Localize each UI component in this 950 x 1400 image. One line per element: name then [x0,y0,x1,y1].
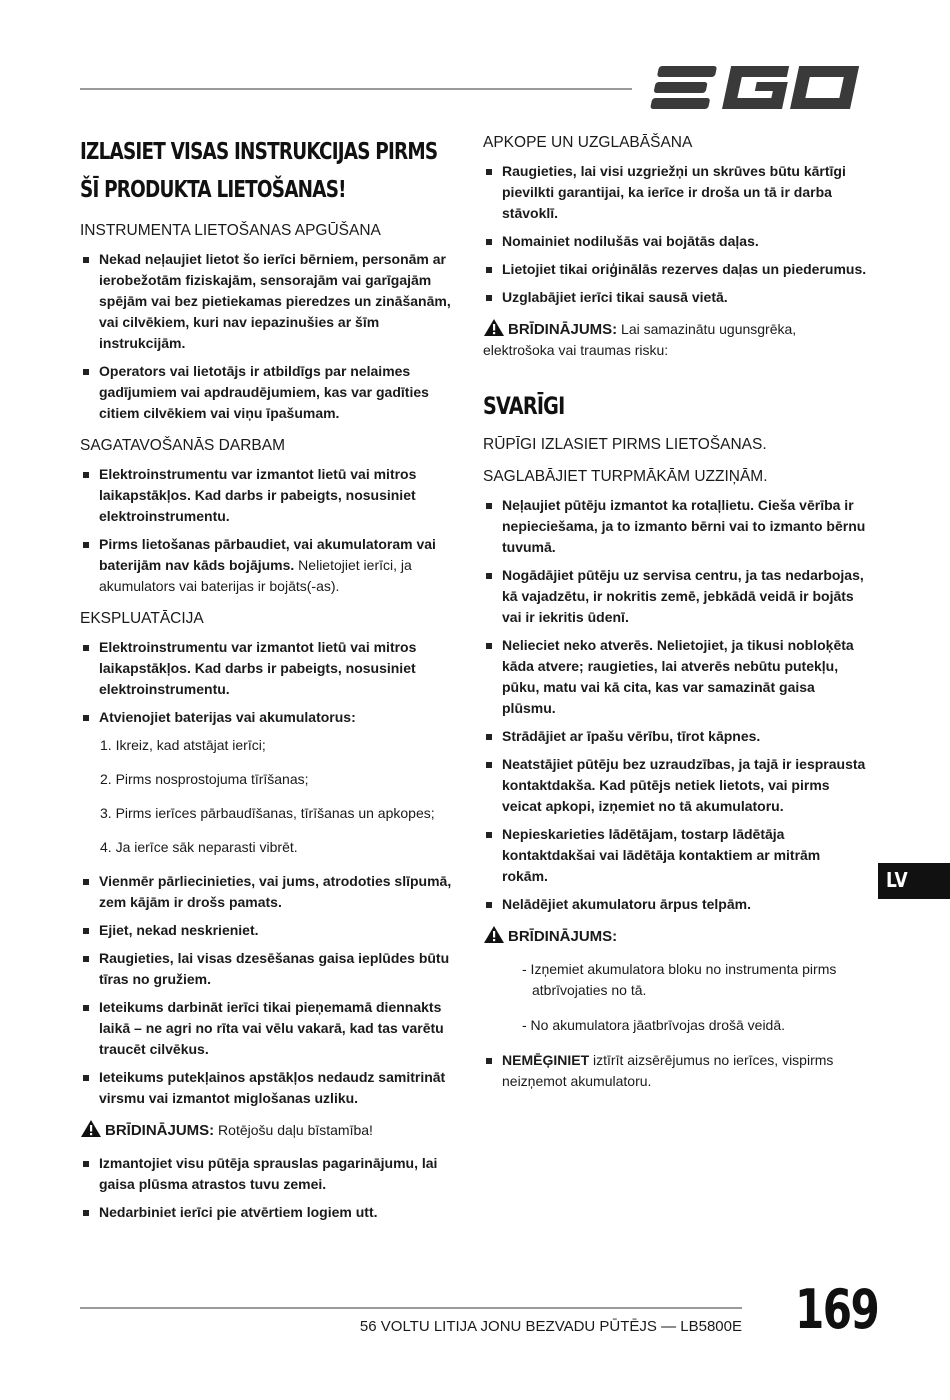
bullet-icon [83,1210,89,1216]
language-tab: LV [878,863,950,899]
bullet-icon [486,169,492,175]
list-item: Elektroinstrumentu var izmantot lietū vai mitros laikapstākļos. Kad darbs ir pabeigts, nosusiniet elektroinstrumentu. [80,464,460,527]
list-item: Pirms lietošanas pārbaudiet, vai akumulatoram vai baterijām nav kāds bojājums. Nelietojiet ierīci, ja akumulators vai baterijas ir bojāts(-as). [80,534,460,597]
bullet-icon [83,1075,89,1081]
section-heading-sagatavosanas: SAGATAVOŠANĀS DARBAM [80,437,285,454]
bullet-icon [83,257,89,263]
list-item: Nedarbiniet ierīci pie atvērtiem logiem utt. [80,1202,460,1223]
list-item: Ejiet, nekad neskrieniet. [80,920,460,941]
list-item: Elektroinstrumentu var izmantot lietū vai mitros laikapstākļos. Kad darbs ir pabeigts, nosusiniet elektroinstrumentu. [80,637,460,700]
bullet-list [80,1153,460,1223]
bullet-icon [83,879,89,885]
important-title: SVARĪGI [483,392,565,420]
list-item: Neatstājiet pūtēju bez uzraudzības, ja tajā ir iesprausta kontaktdakša. Kad pūtējs netiek lietots, vai pirms veicat apkopi, izņemiet no tā akumulatoru. [483,754,868,817]
bullet-icon [486,832,492,838]
list-item: Raugieties, lai visas dzesēšanas gaisa ieplūdes būtu tīras no gružiem. [80,948,460,990]
bullet-icon [486,734,492,740]
list-item: Nomainiet nodilušās vai bojātās daļas. [483,231,868,252]
warning-rotating-parts: BRĪDINĀJUMS: Rotējošu daļu bīstamība! [80,1119,460,1141]
numbered-list [80,735,460,858]
section-heading-apgusana: INSTRUMENTA LIETOŠANAS APGŪŠANA [80,222,381,239]
bullet-list [483,161,868,308]
bullet-icon [486,295,492,301]
section-heading-apkope: APKOPE UN UZGLABĀŠANA [483,134,693,151]
list-item: NEMĒĢINIET iztīrīt aizsērējumus no ierīces, vispirms neizņemot akumulatoru. [483,1050,868,1092]
warning-fire-shock: BRĪDINĀJUMS: Lai samazinātu ugunsgrēka, elektrošoka vai traumas risku: [483,318,868,361]
numbered-item: 1. Ikreiz, kad atstājat ierīci; [100,737,266,753]
bullet-list [80,464,460,597]
bullet-list [80,249,460,424]
section-heading-ekspluatacija: EKSPLUATĀCIJA [80,610,204,627]
numbered-item: 3. Pirms ierīces pārbaudīšanas, tīrīšanas un apkopes; [100,805,435,821]
dash-item: - Izņemiet akumulatora bloku no instrumenta pirms atbrīvojaties no tā. [522,961,837,998]
bullet-icon [83,1161,89,1167]
list-item: Raugieties, lai visi uzgriežņi un skrūves būtu kārtīgi pievilkti garantijai, ka ierīce ir droša un tā ir darba stāvoklī. [483,161,868,224]
list-item: Lietojiet tikai oriģinālās rezerves daļas un piederumus. [483,259,868,280]
bullet-icon [83,928,89,934]
bullet-list [80,871,460,1109]
bullet-icon [486,573,492,579]
bullet-icon [486,503,492,509]
list-item: Uzglabājiet ierīci tikai sausā vietā. [483,287,868,308]
list-item: Nekad neļaujiet lietot šo ierīci bērniem, personām ar ierobežotām fiziskajām, sensorajām vai garīgajām spējām vai bez pietiekamas pieredzes un zināšanām, vai cilvēkiem, kuri nav iepazinušies ar šīm instrukcijām. [80,249,460,354]
list-item: Operators vai lietotājs ir atbildīgs par nelaimes gadījumiem vai apdraudējumiem, kas var gadīties citiem cilvēkiem vai viņu īpašumam. [80,361,460,424]
warning-triangle-icon [483,925,505,944]
list-item: Nelādējiet akumulatoru ārpus telpām. [483,894,868,915]
dash-item: - No akumulatora jāatbrīvojas drošā veidā. [522,1017,786,1033]
list-item: Neļaujiet pūtēju izmantot ka rotaļlietu. Cieša vērība ir nepieciešama, ja to izmanto bērni vai to izmanto bērnu tuvumā. [483,495,868,558]
footer-rule [80,1307,742,1309]
bullet-icon [83,1005,89,1011]
list-item: Nelieciet neko atverēs. Nelietojiet, ja tikusi nobloķēta kāda atvere; raugieties, lai atverēs nebūtu putekļu, pūku, matu vai kā cita, kas var samazināt gaisa plūsmu. [483,635,868,719]
bullet-icon [486,902,492,908]
bullet-icon [486,643,492,649]
bullet-icon [486,762,492,768]
list-item: Ieteikums putekļainos apstākļos nedaudz samitrināt virsmu vai izmantot miglošanas uzliku. [80,1067,460,1109]
numbered-item: 2. Pirms nosprostojuma tīrīšanas; [100,771,309,787]
section-heading-save-instructions: SAGLABĀJIET TURPMĀKĀM UZZIŅĀM. [483,468,768,485]
warning-triangle-icon [483,318,505,337]
bullet-icon [83,645,89,651]
list-item: Nepieskarieties lādētājam, tostarp lādētāja kontaktdakšai vai lādētāja kontaktiem ar mitrām rokām. [483,824,868,887]
list-item: Strādājiet ar īpašu vērību, tīrot kāpnes. [483,726,868,747]
bullet-icon [83,369,89,375]
bullet-icon [83,542,89,548]
bullet-list [483,495,868,915]
numbered-item: 4. Ja ierīce sāk neparasti vibrēt. [100,839,298,855]
list-item: Ieteikums darbināt ierīci tikai pieņemamā diennakts laikā – ne agri no rīta vai vēlu vakarā, kad tas varētu traucēt cilvēkus. [80,997,460,1060]
right-column [483,133,868,1099]
main-title: IZLASIET VISAS INSTRUKCIJAS PIRMS ŠĪ PRODUKTA LIETOŠANAS! [80,139,438,203]
header-rule [80,88,632,90]
bullet-icon [486,267,492,273]
list-item: Atvienojiet baterijas vai akumulatorus: [80,707,460,728]
list-item: Izmantojiet visu pūtēja sprauslas pagarinājumu, lai gaisa plūsma atrastos tuvu zemei. [80,1153,460,1195]
left-column [80,133,460,1230]
warning-triangle-icon [80,1119,102,1138]
section-heading-read-carefully: RŪPĪGI IZLASIET PIRMS LIETOŠANAS. [483,436,767,453]
bullet-icon [486,239,492,245]
bullet-icon [83,472,89,478]
bullet-list [80,637,460,728]
footer-product-name: 56 VOLTU LITIJA JONU BEZVADU PŪTĒJS — LB5800E [359,1318,742,1335]
ego-logo [650,62,862,114]
bullet-icon [486,1058,492,1064]
list-item: Nogādājiet pūtēju uz servisa centru, ja tas nedarbojas, kā vajadzētu, ir nokritis zemē, jebkādā veidā ir bojāts vai ir iekritis ūdenī. [483,565,868,628]
warning-battery: BRĪDINĀJUMS: [483,925,868,947]
list-item: Vienmēr pārliecinieties, vai jums, atrodoties slīpumā, zem kājām ir drošs pamats. [80,871,460,913]
bullet-icon [83,715,89,721]
page-number: 169 [795,1278,879,1341]
bullet-list [483,1050,868,1092]
bullet-icon [83,956,89,962]
